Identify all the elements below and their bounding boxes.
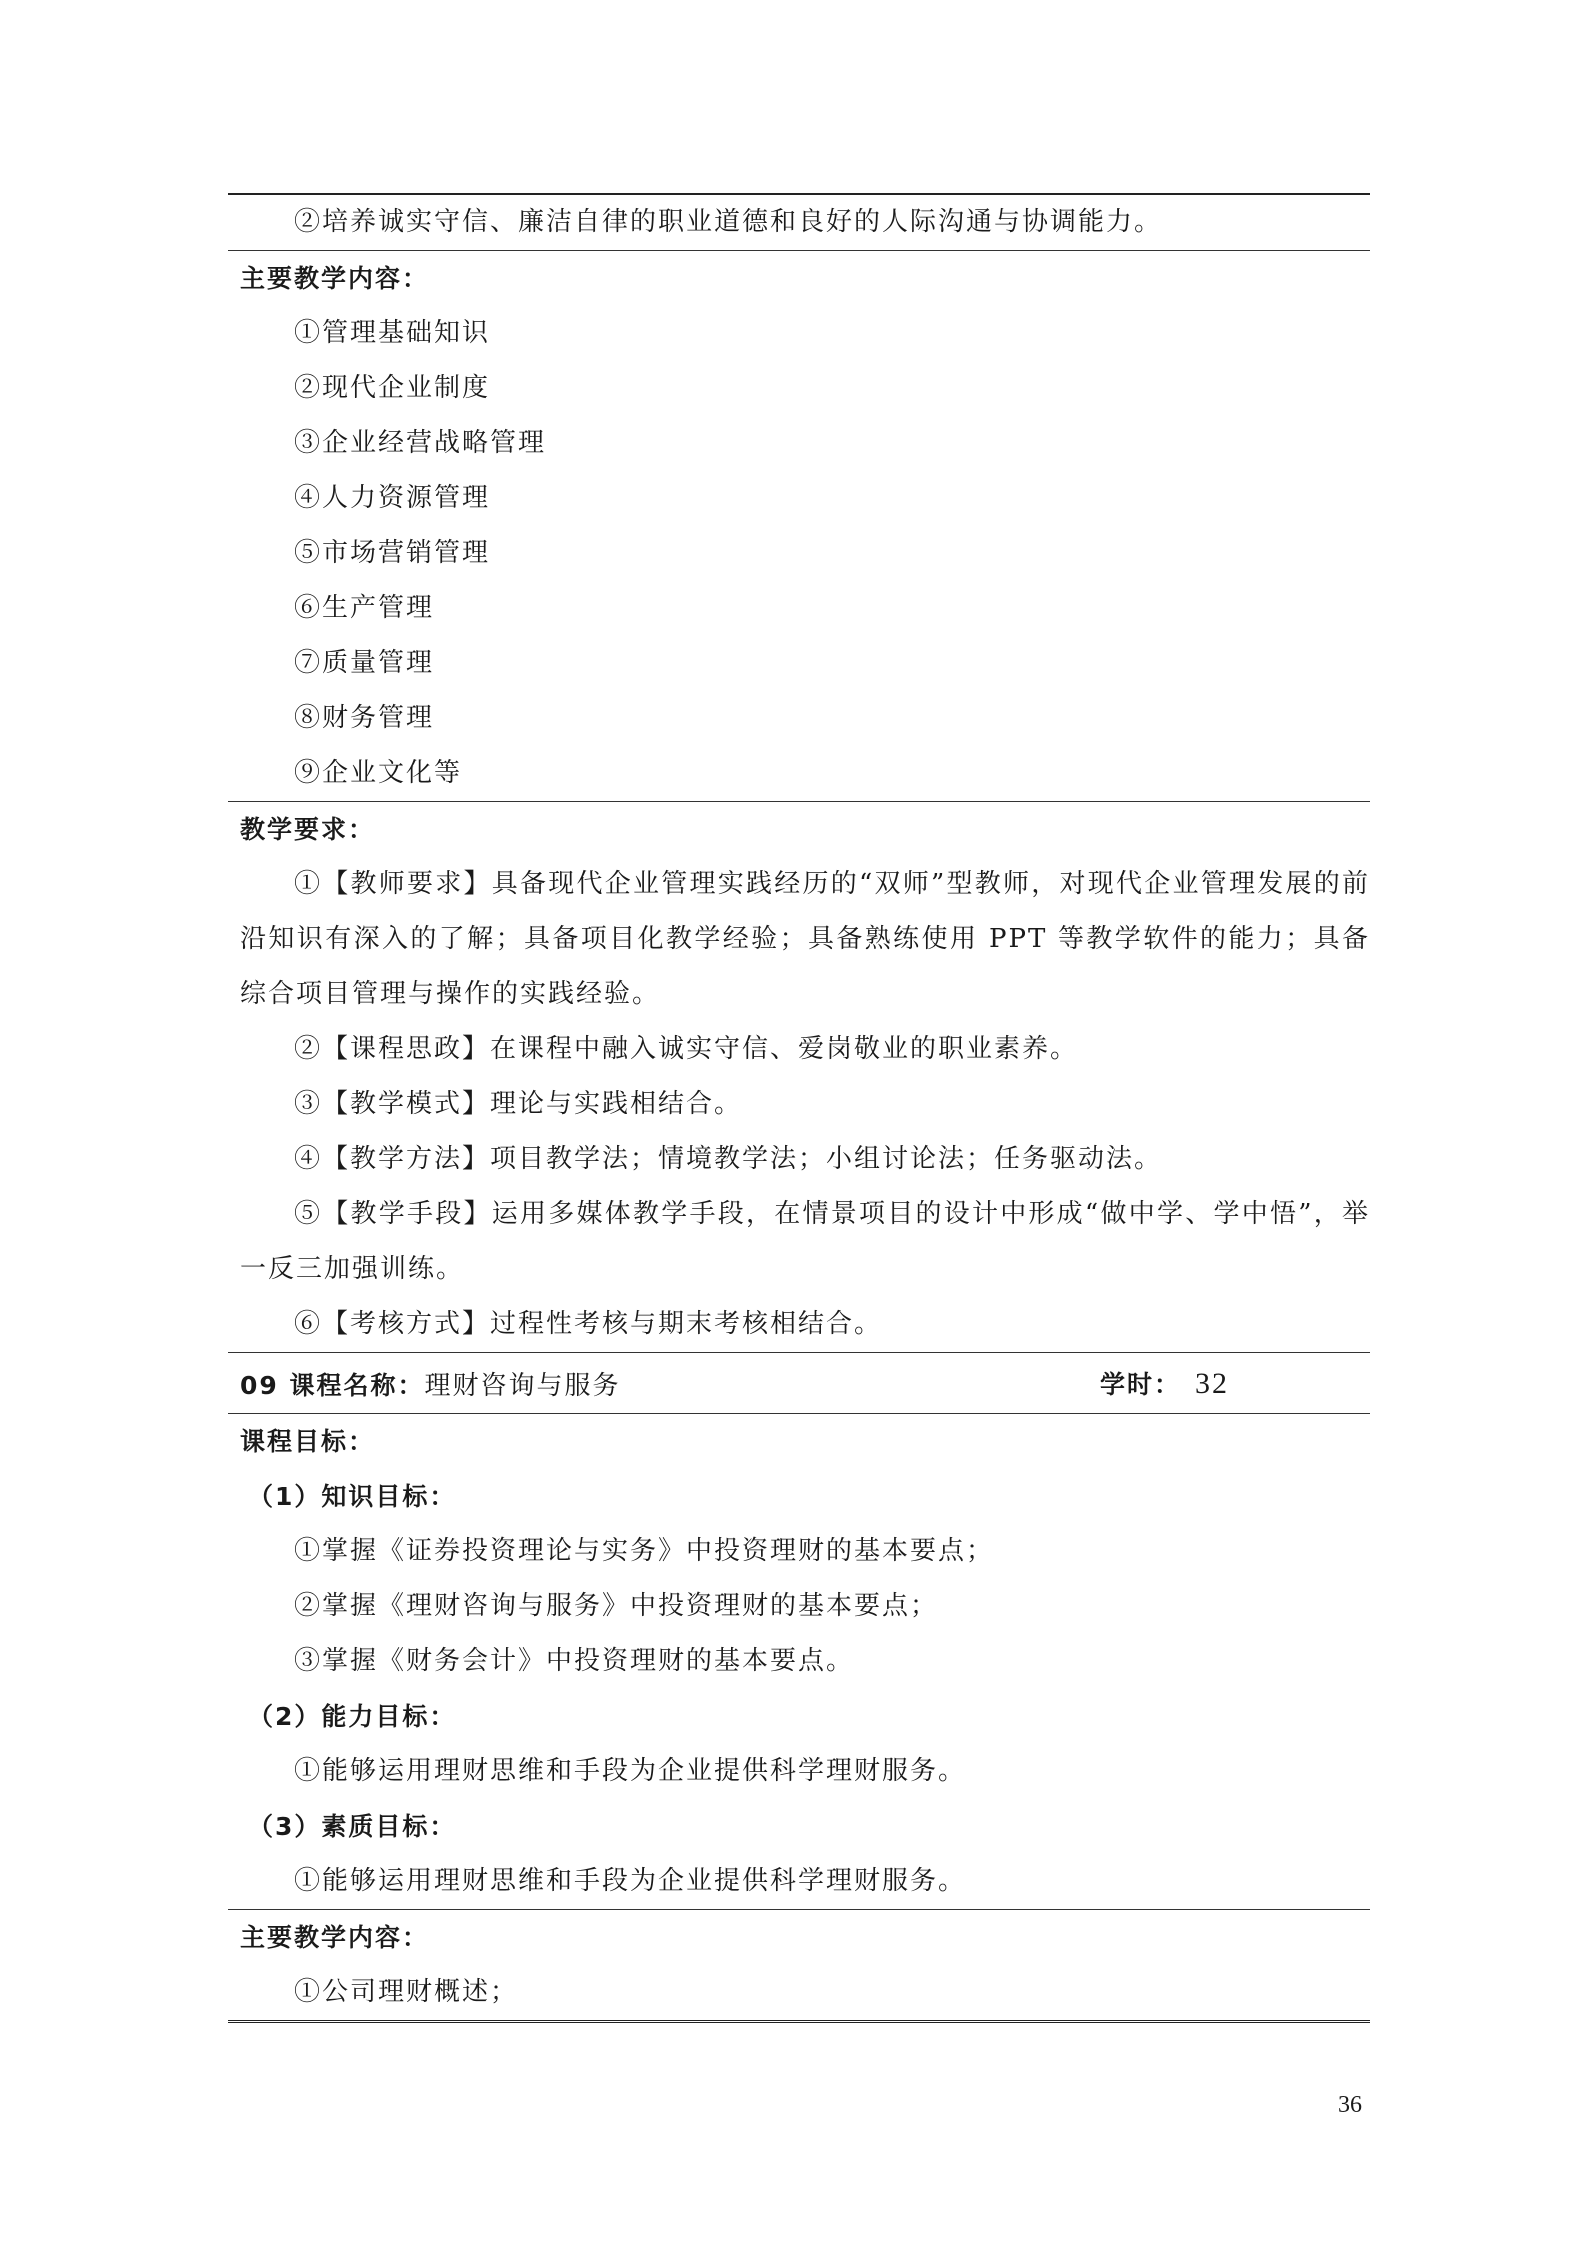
list-item: ⑤市场营销管理 [294, 538, 491, 568]
list-item: ①能够运用理财思维和手段为企业提供科学理财服务。 [294, 1756, 967, 1786]
hours-value: 32 [1195, 1367, 1230, 1400]
hours-label: 学时： [1100, 1370, 1182, 1399]
ability-objective-label: （2）能力目标： [248, 1702, 457, 1731]
requirement-paragraph: ③【教学模式】理论与实践相结合。 [294, 1089, 743, 1119]
list-item: ①公司理财概述； [294, 1977, 519, 2007]
teaching-requirements-block [228, 802, 1370, 1352]
requirement-paragraph: ②【课程思政】在课程中融入诚实守信、爱岗敬业的职业素养。 [294, 1034, 1079, 1064]
teaching-content-block [228, 251, 1370, 801]
teaching-content-heading: 主要教学内容： [240, 1923, 430, 1952]
course-title-row [228, 1353, 1370, 1413]
quality-objective-label: （3）素质目标： [248, 1812, 457, 1841]
list-item: ④人力资源管理 [294, 483, 491, 513]
objective-line: ②培养诚实守信、廉洁自律的职业道德和良好的人际沟通与协调能力。 [294, 207, 1163, 237]
list-item: ②现代企业制度 [294, 373, 491, 403]
course-objectives-heading: 课程目标： [240, 1427, 376, 1456]
list-item: ⑧财务管理 [294, 703, 435, 733]
previous-objective-block [228, 195, 1370, 250]
table-bottom-rule [228, 2020, 1370, 2025]
list-item: ⑨企业文化等 [294, 758, 463, 788]
teaching-content-block-2 [228, 1910, 1370, 2020]
requirement-paragraph: ⑥【考核方式】过程性考核与期末考核相结合。 [294, 1309, 883, 1339]
teaching-requirements-heading: 教学要求： [240, 815, 376, 844]
course-name-cell [240, 1365, 621, 1402]
list-item: ③掌握《财务会计》中投资理财的基本要点。 [294, 1646, 855, 1676]
course-objectives-block [228, 1414, 1370, 1909]
list-item: ①管理基础知识 [294, 318, 491, 348]
requirement-paragraph: ④【教学方法】项目教学法；情境教学法；小组讨论法；任务驱动法。 [294, 1144, 1163, 1174]
list-item: ⑥生产管理 [294, 593, 435, 623]
teaching-content-heading: 主要教学内容： [240, 264, 430, 293]
list-item: ①掌握《证券投资理论与实务》中投资理财的基本要点； [294, 1536, 995, 1566]
course-number-label: 09 课程名称： [240, 1370, 425, 1400]
knowledge-objective-label: （1）知识目标： [248, 1482, 457, 1511]
course-name: 理财咨询与服务 [424, 1370, 621, 1401]
page-number: 36 [1338, 2092, 1362, 2118]
list-item: ①能够运用理财思维和手段为企业提供科学理财服务。 [294, 1866, 967, 1896]
course-table [228, 193, 1370, 2025]
list-item: ⑦质量管理 [294, 648, 435, 678]
course-hours-cell [1100, 1365, 1370, 1401]
list-item: ③企业经营战略管理 [294, 428, 547, 458]
requirement-paragraph: ⑤【教学手段】运用多媒体教学手段，在情景项目的设计中形成“做中学、学中悟”，举一反三加强训练。 [240, 1199, 1370, 1284]
requirement-paragraph: ①【教师要求】具备现代企业管理实践经历的“双师”型教师，对现代企业管理发展的前沿知识有深入的了解；具备项目化教学经验；具备熟练使用 PPT 等教学软件的能力；具备综合项目管理与操作的实践经验。 [240, 869, 1370, 1009]
list-item: ②掌握《理财咨询与服务》中投资理财的基本要点； [294, 1591, 939, 1621]
